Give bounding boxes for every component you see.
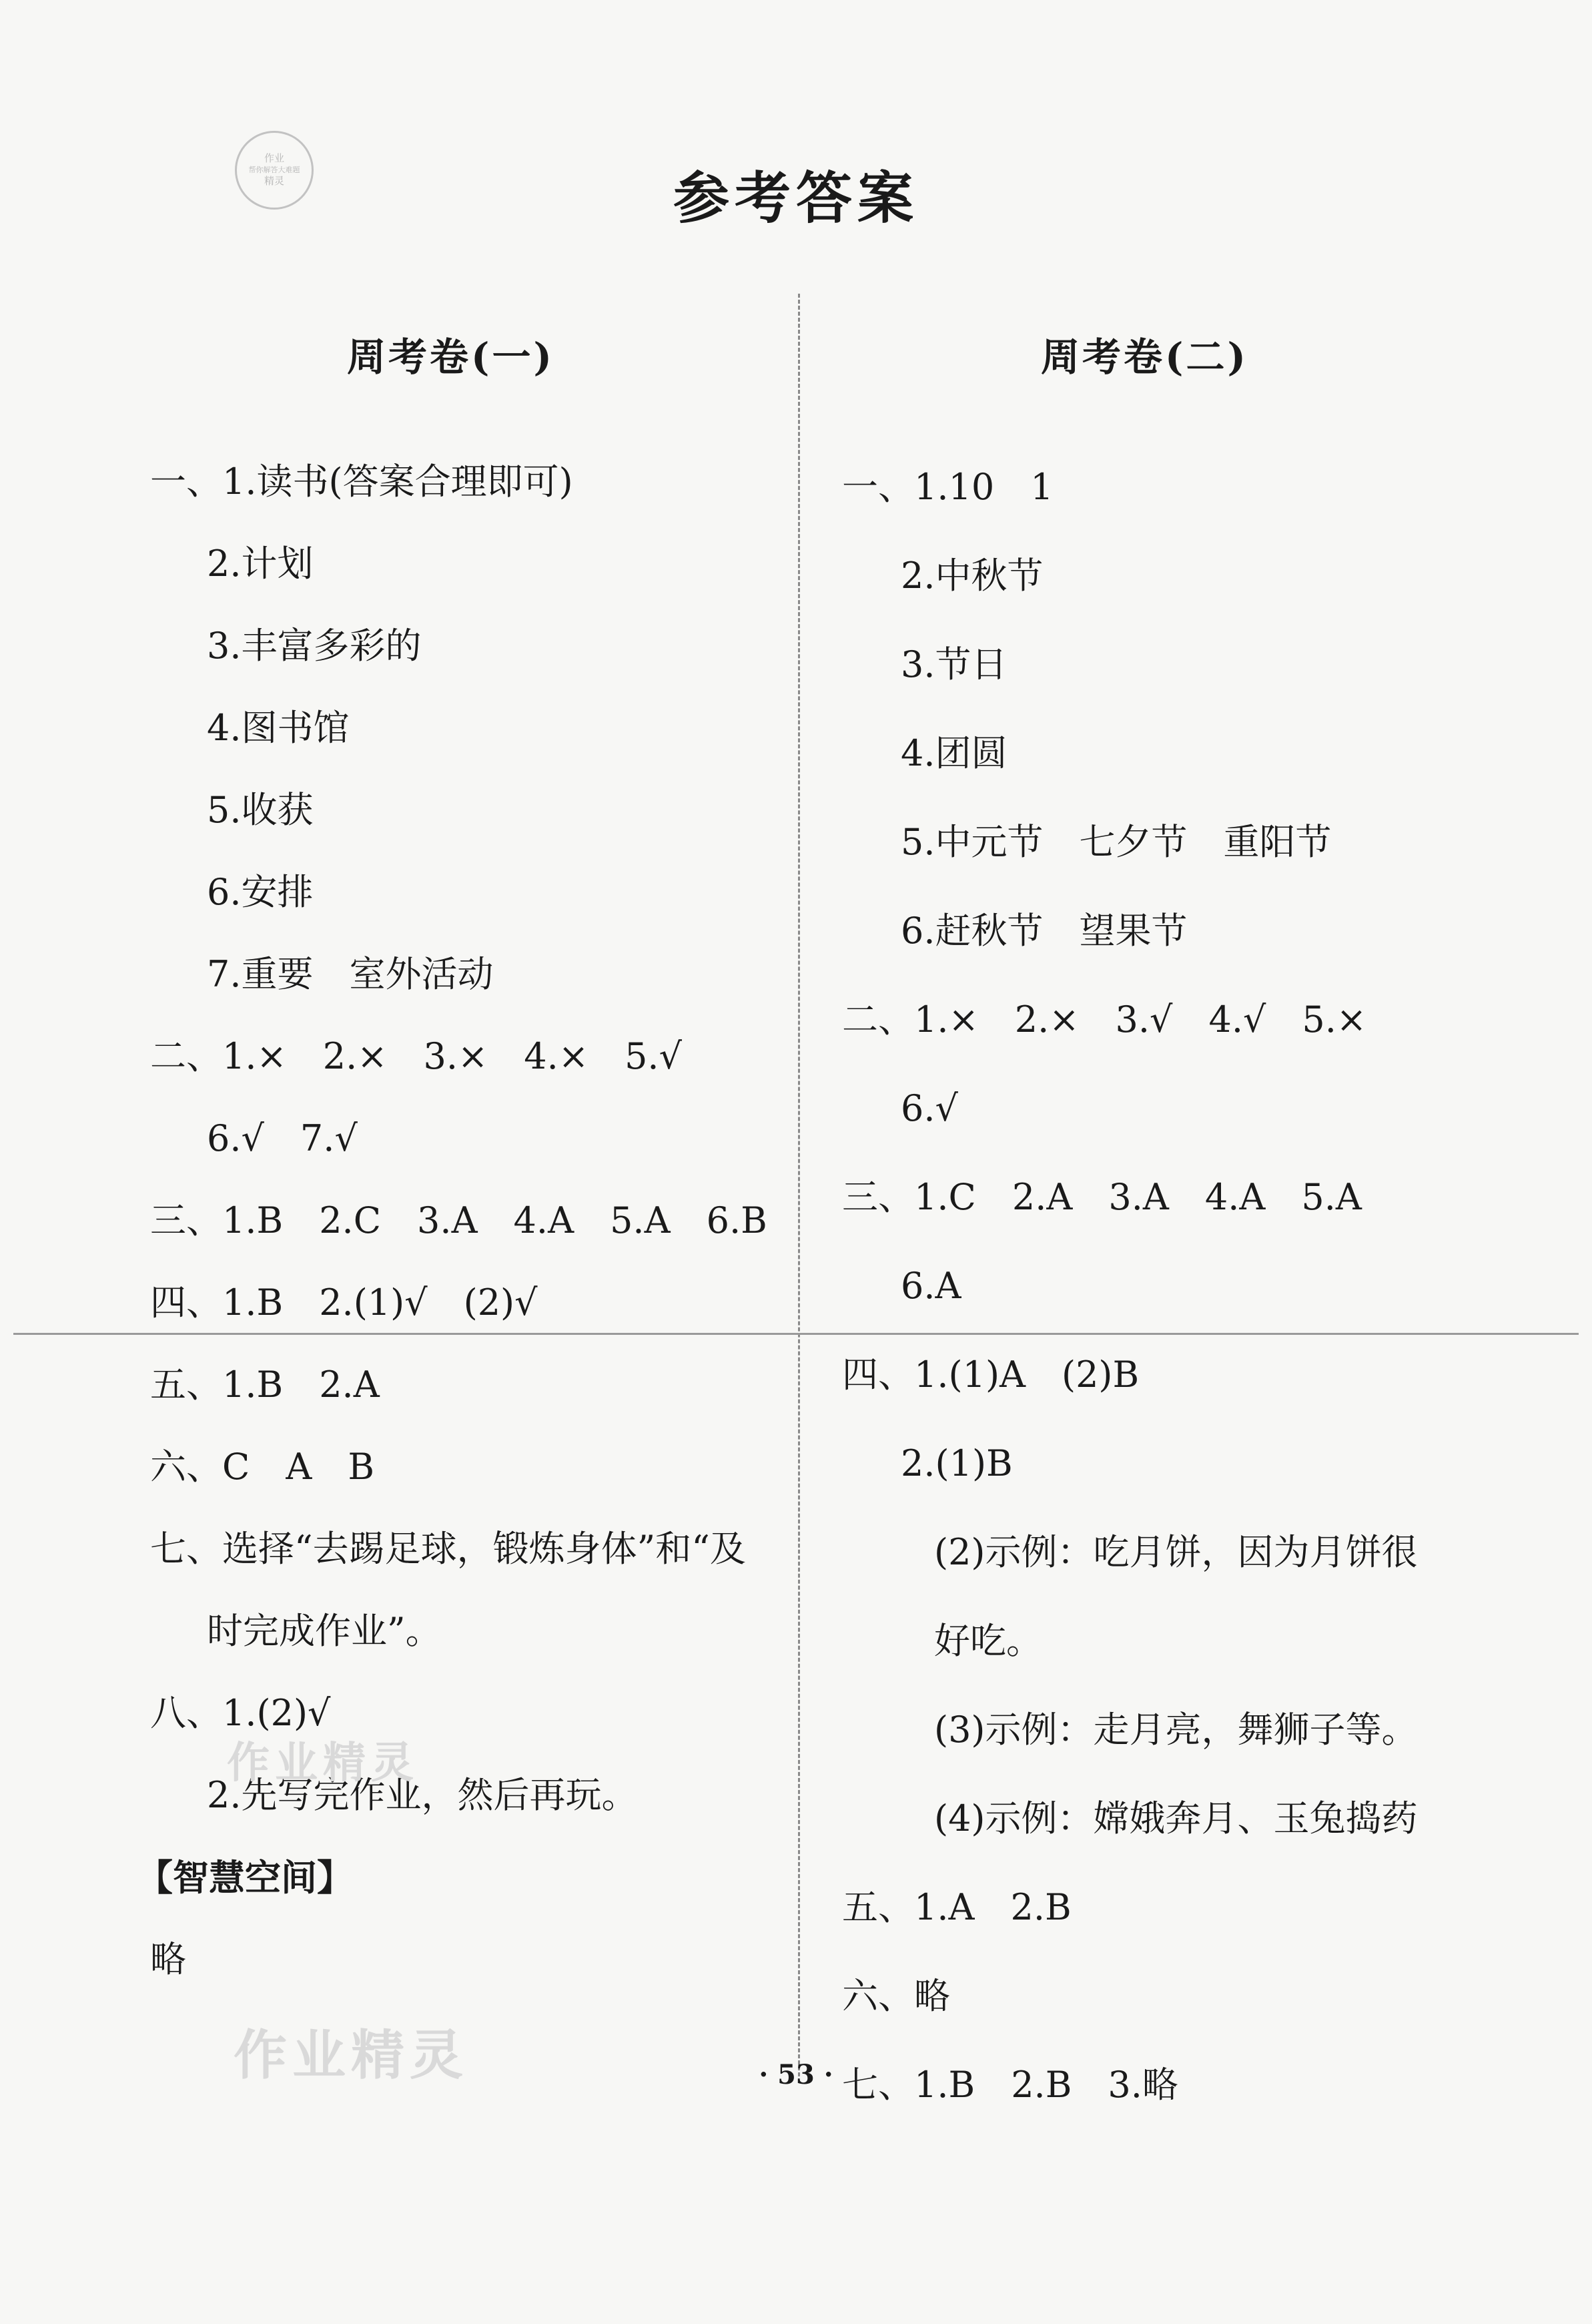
- right-answer-line: 七、1.B 2.B 3.略: [842, 2064, 1178, 2106]
- left-answer-line: 7.重要 室外活动: [207, 953, 494, 995]
- left-answer-line: 3.丰富多彩的: [207, 625, 422, 667]
- horizontal-divider: [13, 1333, 1579, 1335]
- right-answer-line: 五、1.A 2.B: [842, 1886, 1072, 1928]
- right-answer-line: 4.团圆: [901, 732, 1008, 774]
- right-answer-line: 2.中秋节: [901, 555, 1044, 597]
- left-answer-line: 时完成作业”。: [207, 1610, 442, 1652]
- left-answer-line: 三、1.B 2.C 3.A 4.A 5.A 6.B: [150, 1199, 767, 1241]
- left-answer-line: 6.√ 7.√: [207, 1117, 358, 1159]
- right-answer-line: 6.√: [901, 1087, 958, 1129]
- right-answer-line: (2)示例：吃月饼，因为月饼很: [934, 1531, 1418, 1573]
- left-answer-line: 一、1.读书(答案合理即可): [150, 461, 573, 503]
- section-heading: 【智慧空间】: [137, 1856, 353, 1899]
- left-answer-line: 五、1.B 2.A: [150, 1364, 380, 1406]
- left-answer-line: 5.收获: [207, 789, 314, 831]
- column-divider: [798, 294, 800, 2082]
- right-answer-line: 6.赶秋节 望果节: [901, 910, 1188, 952]
- left-answer-line: 六、C A B: [150, 1446, 374, 1488]
- left-column-heading: 周考卷(一): [347, 334, 554, 380]
- right-answer-line: 六、略: [842, 1975, 950, 2017]
- right-answer-line: 3.节日: [901, 643, 1008, 685]
- left-answer-line: 2.计划: [207, 543, 314, 585]
- right-answer-line: 一、1.10 1: [842, 466, 1054, 508]
- right-answer-line: 好吃。: [934, 1620, 1042, 1662]
- stamp-line-2: 帮你解答大难题: [248, 165, 300, 174]
- right-column-heading: 周考卷(二): [1041, 334, 1248, 380]
- left-answer-line: 二、1.× 2.× 3.× 4.× 5.√: [150, 1035, 683, 1077]
- left-answer-line: 2.先写完作业，然后再玩。: [207, 1774, 638, 1816]
- left-answer-line: 八、1.(2)√: [150, 1692, 331, 1734]
- left-answer-line: 4.图书馆: [207, 707, 350, 749]
- right-answer-line: 2.(1)B: [901, 1442, 1013, 1484]
- right-answer-line: 二、1.× 2.× 3.√ 4.√ 5.×: [842, 998, 1367, 1041]
- right-answer-line: (4)示例：嫦娥奔月、玉兔捣药: [934, 1797, 1418, 1839]
- right-answer-line: 5.中元节 七夕节 重阳节: [901, 821, 1332, 863]
- page-number: · 53 ·: [759, 2059, 833, 2090]
- left-answer-line: 七、选择“去踢足球，锻炼身体”和“及: [150, 1528, 746, 1570]
- right-answer-line: (3)示例：走月亮，舞狮子等。: [934, 1709, 1418, 1751]
- stamp-line-3: 精灵: [264, 175, 284, 188]
- page-title: 参考答案: [673, 165, 919, 231]
- watermark: 作业精灵: [227, 1739, 419, 1788]
- watermark: 作业精灵: [234, 2024, 468, 2086]
- left-answer-line: 6.安排: [207, 871, 314, 913]
- stamp-line-1: 作业: [264, 152, 284, 165]
- left-answer-line: 四、1.B 2.(1)√ (2)√: [150, 1281, 538, 1324]
- left-answer-line: 略: [150, 1938, 186, 1980]
- right-answer-line: 四、1.(1)A (2)B: [842, 1354, 1140, 1396]
- right-answer-line: 6.A: [901, 1265, 961, 1307]
- right-answer-line: 三、1.C 2.A 3.A 4.A 5.A: [842, 1176, 1362, 1218]
